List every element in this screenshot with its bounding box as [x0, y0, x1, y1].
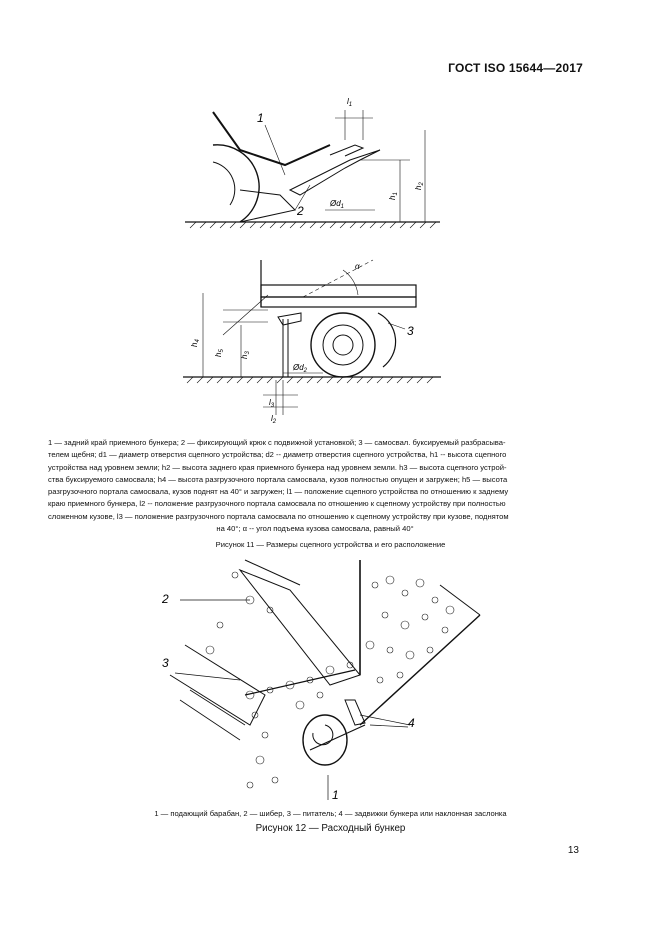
- dim-h4: $h_4$: [190, 339, 201, 347]
- callout-2: 2: [297, 204, 304, 218]
- figure12-legend: 1 — подающий барабан, 2 — шибер, 3 — питатель; 4 — задвижки бункера или наклонная заслонка: [154, 809, 507, 818]
- dim-h1: $h_1$: [388, 192, 399, 200]
- dim-alpha: α: [355, 262, 360, 271]
- figure11-bottom-drawing: [183, 255, 445, 425]
- dim-h5: $h_5$: [214, 349, 225, 357]
- dim-l3: $l_3$: [269, 398, 275, 409]
- callout-1: 1: [332, 788, 339, 802]
- dim-h3: $h_3$: [240, 351, 251, 359]
- callout-3: 3: [162, 656, 169, 670]
- figure11-top-drawing: [185, 90, 445, 240]
- dim-l2: $l_2$: [271, 414, 277, 425]
- dim-h2: $h_2$: [414, 182, 425, 190]
- figure11-legend: 1 — задний край приемного бункера; 2 — фиксирующий крюк с подвижной установкой; 3 — самосвал. буксируемый разбрасыва- телем щебня; d1 — диаметр отверстия сцепного устройства; d2 -- диаметр отверстия сцепного устройства, h1 -- высота сцепного устройства над уровнем земли; h2 — высота заднего края приемного бункера над уровнем земли. h3 — высота сцепного устрой- ства буксируемого самосвала; h4 — высота разгрузочного портала самосвала, кузов полностью опущен и загружен; h5 — высота разгрузочного портала самосвала, кузов поднят на 40° и загружен; l1 — положение сцепного устройства по отношению к заднему краю приемного бункера, l2 -- положение разгрузочного портала самосвала по отношению к сцепному устройству при полностью сложенном кузове, l3 — положение разгрузочного портала самосвала по отношению к сцепному устройству при кузове, поднятом на 40°; α -- угол подъема кузова самосвала, равный 40°: [48, 438, 509, 534]
- standard-header: ГОСТ ISO 15644—2017: [448, 61, 583, 75]
- figure12-caption: Рисунок 12 — Расходный бункер: [255, 823, 406, 834]
- dim-d1: $Ød_1$: [330, 199, 345, 210]
- figure11-caption: Рисунок 11 — Размеры сцепного устройства и его расположение: [215, 540, 446, 549]
- figure12-drawing: [150, 555, 490, 805]
- callout-3: 3: [407, 324, 414, 338]
- callout-2: 2: [162, 592, 169, 606]
- dim-d2: $Ød_2$: [293, 363, 308, 374]
- dim-l1: $l_1$: [347, 97, 353, 108]
- page-number: 13: [567, 845, 579, 856]
- callout-1: 1: [257, 111, 264, 125]
- callout-4: 4: [408, 716, 415, 730]
